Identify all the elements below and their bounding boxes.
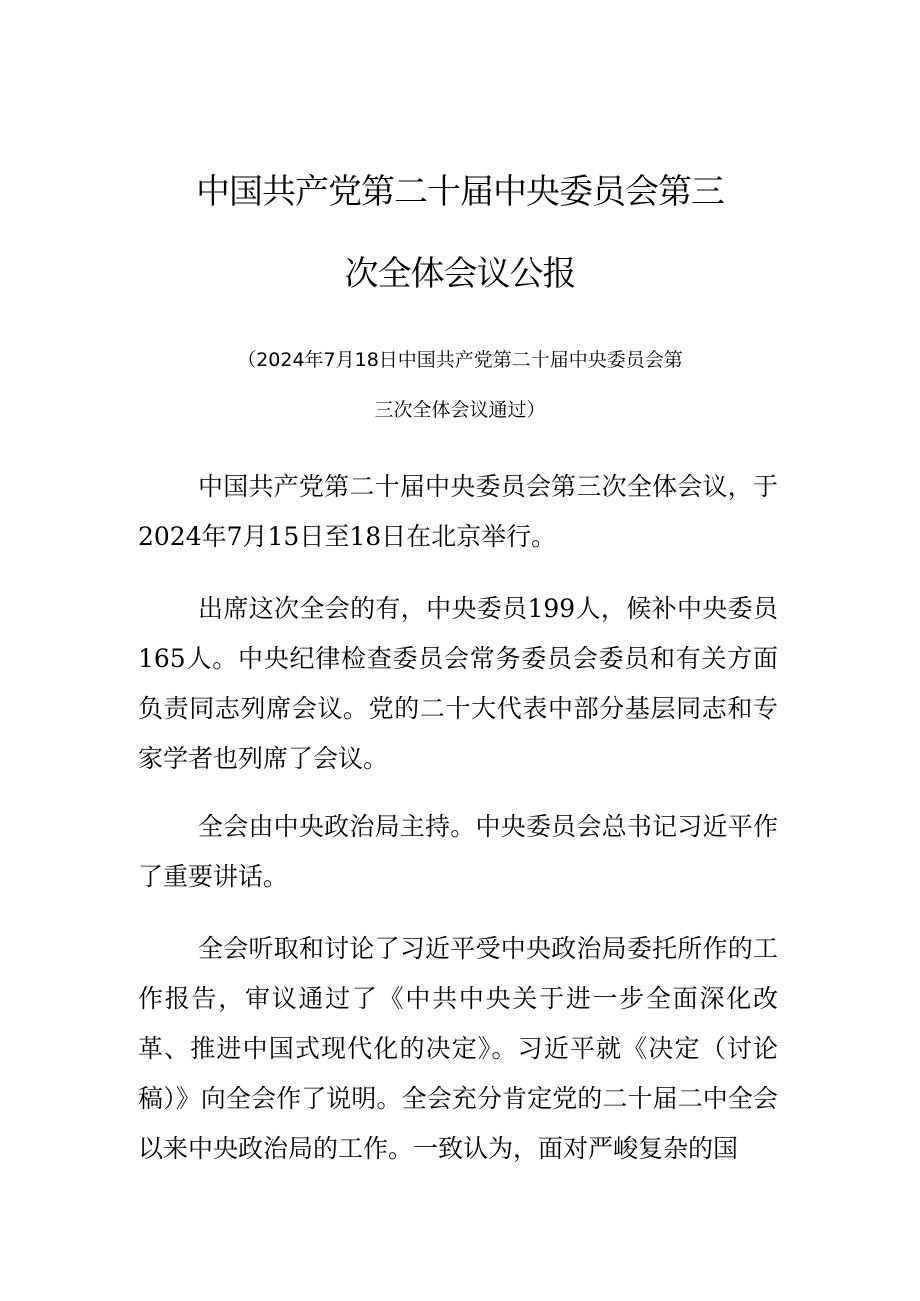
document-subtitle-line-1: （2024年7月18日中国共产党第二十届中央委员会第 [237, 349, 683, 371]
paragraph-3: 全会由中央政治局主持。中央委员会总书记习近平作了重要讲话。 [138, 812, 778, 891]
paragraph-2: 出席这次全会的有，中央委员199人，候补中央委员165人。中央纪律检查委员会常务委员会委员和有关方面负责同志列席会议。党的二十大代表中部分基层同志和专家学者也列席了会议。 [138, 594, 778, 773]
document-subtitle-line-2: 三次全体会议通过） [374, 399, 546, 421]
document-title-line-2: 次全体会议公报 [344, 254, 576, 294]
document-title-line-1: 中国共产党第二十届中央委员会第三 [196, 172, 724, 212]
paragraph-1: 中国共产党第二十届中央委员会第三次全体会议，于2024年7月15日至18日在北京举行。 [138, 472, 778, 551]
paragraph-4: 全会听取和讨论了习近平受中央政治局委托所作的工作报告，审议通过了《中共中央关于进一步全面深化改革、推进中国式现代化的决定》。习近平就《决定（讨论稿）》向全会作了说明。全会充分肯定党的二十届二中全会以来中央政治局的工作。一致认为，面对严峻复杂的国 [138, 934, 778, 1163]
